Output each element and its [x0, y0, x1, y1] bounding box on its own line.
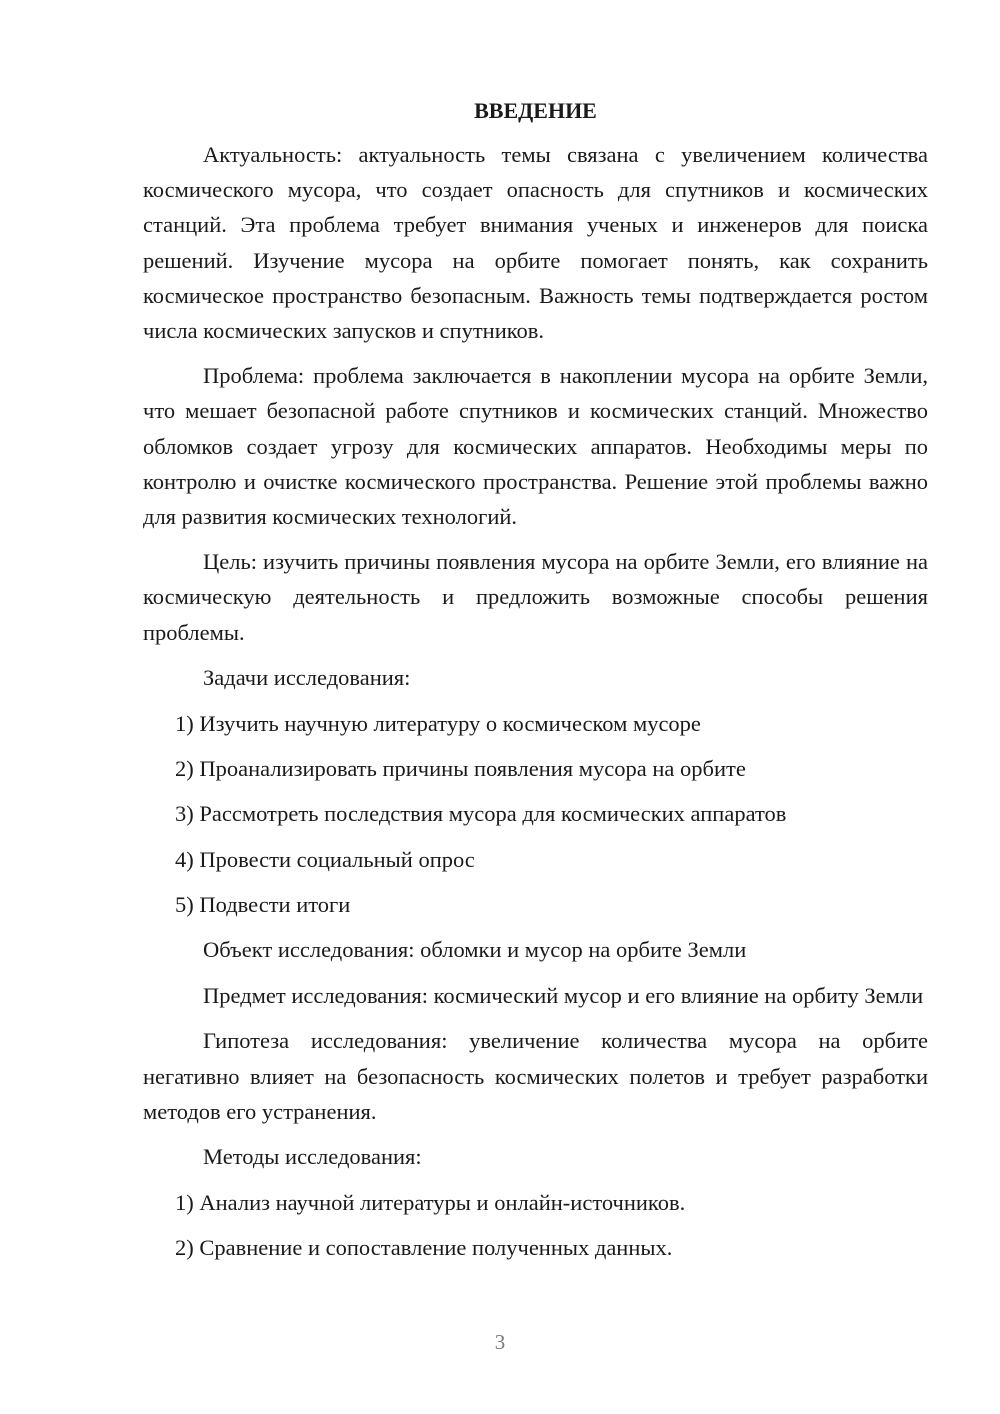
task-item: 1) Изучить научную литературу о космическом мусоре — [175, 711, 701, 737]
page-number: 3 — [494, 1330, 506, 1354]
relevance-paragraph: Актуальность: актуальность темы связана с увеличением количества космического мусора, что создает опасность для спутников и космических станций. Эта проблема требует внимания ученых и инженеров для поиска решений. Изучение мусора на орбите помогает понять, как сохранить космическое пространство безопасным. Важность темы подтверждается ростом числа космических запусков и спутников. — [143, 142, 928, 344]
document-page — [143, 96, 928, 1276]
methods-heading: Методы исследования: — [203, 1144, 422, 1170]
method-item: 2) Сравнение и сопоставление полученных данных. — [175, 1235, 673, 1261]
hypothesis-paragraph: Гипотеза исследования: увеличение количества мусора на орбите негативно влияет на безопасность космических полетов и требует разработки методов его устранения. — [143, 1028, 928, 1124]
problem-paragraph: Проблема: проблема заключается в накоплении мусора на орбите Земли, что мешает безопасной работе спутников и космических станций. Множество обломков создает угрозу для космических аппаратов. Необходимы меры по контролю и очистке космического пространства. Решение этой проблемы важно для развития космических технологий. — [143, 363, 928, 530]
subject-paragraph: Предмет исследования: космический мусор и его влияние на орбиту Земли — [203, 983, 924, 1009]
task-item: 4) Провести социальный опрос — [175, 846, 475, 872]
task-item: 5) Подвести итоги — [175, 891, 351, 917]
object-paragraph: Объект исследования: обломки и мусор на орбите Земли — [203, 937, 747, 963]
task-item: 2) Проанализировать причины появления мусора на орбите — [175, 756, 746, 782]
section-title: ВВЕДЕНИЕ — [474, 98, 597, 123]
task-item: 3) Рассмотреть последствия мусора для космических аппаратов — [175, 801, 787, 827]
tasks-heading: Задачи исследования: — [203, 664, 411, 690]
method-item: 1) Анализ научной литературы и онлайн-источников. — [175, 1190, 686, 1216]
goal-paragraph: Цель: изучить причины появления мусора на орбите Земли, его влияние на космическую деятельность и предложить возможные способы решения проблемы. — [143, 549, 928, 645]
